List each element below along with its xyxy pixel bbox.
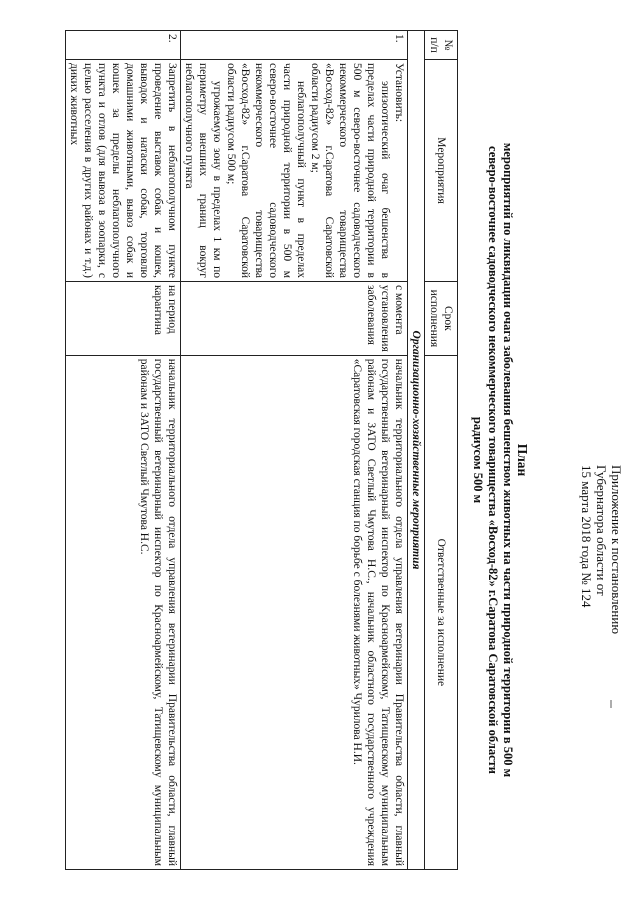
appendix-line-1: Приложение к постановлению xyxy=(609,465,624,635)
measures-table xyxy=(65,30,458,870)
measure-intro: Установить: xyxy=(393,63,405,123)
row-term: с момента установления заболевания xyxy=(181,282,408,356)
scan-artifact xyxy=(610,700,612,708)
section-title: Организационно-хозяйственные мероприятия xyxy=(408,31,425,870)
row-responsible: начальник территориального отдела управления ветеринарии Правительства области, главный государственный ветеринарный инспектор по Красноармейскому, Татищевскому муниципальным районам и ЗАТО Светлый Чмутова Н.С., начальник областного государственного учреждения «Саратовская городская станция по борьбе с болезнями животных» Чурилова Н.И. xyxy=(181,355,408,869)
header-term: Срок исполнения xyxy=(425,282,458,356)
title-line-2: северо-восточнее садоводческого некоммерческого товарищества «Восход-82» г.Саратова Саратовской области xyxy=(486,146,500,774)
document-title xyxy=(470,90,530,830)
row-responsible: начальник территориального отдела управления ветеринарии Правительства области, главный государственный ветеринарный инспектор по Красноармейскому, Татищевскому муниципальным районам и ЗАТО Светлый Чмутова Н.С. xyxy=(66,355,181,869)
title-line-1: мероприятий по ликвидации очага заболевания бешенством животных на части природной территории в 500 м xyxy=(501,142,515,778)
measure-paragraph: эпизоотический очаг бешенства в пределах части природной территории в 500 м северо-восточнее садоводческого некоммерческого товарищества «Восход-82» г.Саратова Саратовской области радиусом 2 м; xyxy=(309,63,391,278)
appendix-line-2: Губернатора области от xyxy=(594,465,609,596)
row-measure: Запретить в неблагополучном пункте проведение выставок собак и кошек, выводок и натаски собак, торговлю домашними животными, вывоз собак и кошек за пределы неблагополучного пункта и отлов (для вывоза в зоопарки, с целью расселения в других районах и т.д.) диких животных xyxy=(66,60,181,282)
title-heading: План xyxy=(515,443,530,477)
table-header-row xyxy=(425,31,458,870)
row-term: на период карантина xyxy=(66,282,181,356)
section-row xyxy=(408,31,425,870)
row-measure xyxy=(181,60,408,282)
title-line-3: радиусом 500 м xyxy=(471,416,485,504)
table-row xyxy=(66,31,181,870)
table-row xyxy=(181,31,408,870)
appendix-note xyxy=(579,465,624,695)
appendix-line-3: 15 марта 2018 года № 124 xyxy=(579,465,594,608)
row-number: 2. xyxy=(66,31,181,60)
header-measures: Мероприятия xyxy=(425,60,458,282)
measure-paragraph: неблагополучный пункт в пределах части природной территории в 500 м северо-восточнее садоводческого некоммерческого товарищества «Восход-82» г.Саратова Саратовской области радиусом 500 м; xyxy=(225,63,307,278)
measure-paragraph: угрожаемую зону в пределах 1 км по периметру внешних границ вокруг неблагополучного пункта xyxy=(183,63,223,278)
header-number: № п/п xyxy=(425,31,458,60)
header-responsible: Ответственные за исполнение xyxy=(425,355,458,869)
row-number: 1. xyxy=(181,31,408,60)
